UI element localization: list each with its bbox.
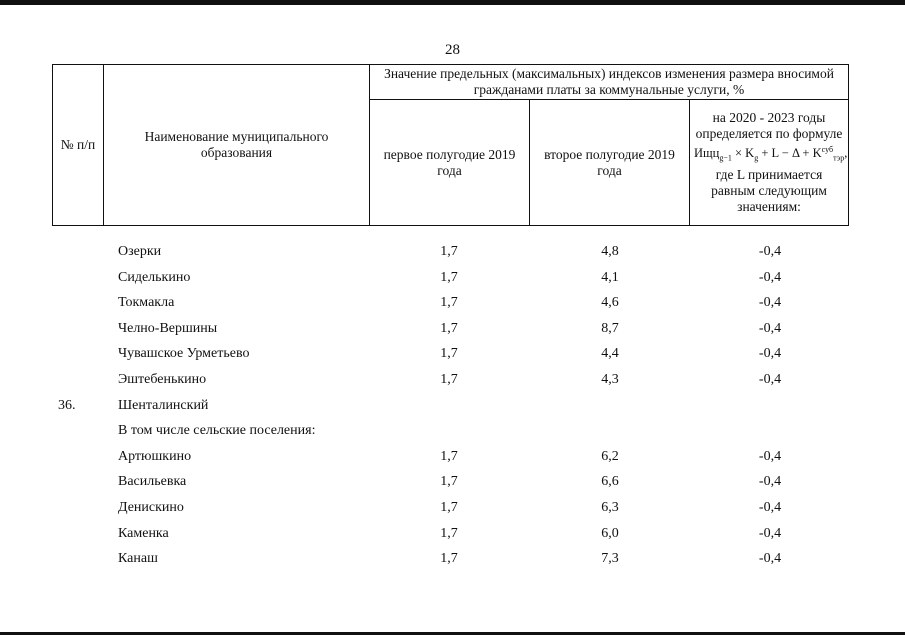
header-number-column: № п/п bbox=[53, 65, 104, 226]
row-number: 36. bbox=[58, 397, 76, 413]
table-row bbox=[52, 316, 849, 342]
municipality-name: Артюшкино bbox=[118, 448, 192, 464]
table-row bbox=[52, 265, 849, 291]
header-first-half-2019: первое полугодие 2019 года bbox=[370, 100, 530, 226]
value-l-2020-2023: -0,4 bbox=[758, 244, 782, 259]
header-2020-2023-note: где L принимается равным следующим значениям: bbox=[711, 166, 827, 214]
value-first-half-2019: 1,7 bbox=[440, 525, 458, 541]
value-l-2020-2023: -0,4 bbox=[758, 474, 782, 490]
value-second-half-2019: 7,3 bbox=[601, 551, 619, 567]
table-row bbox=[52, 239, 849, 265]
value-l-2020-2023: -0,4 bbox=[758, 346, 782, 362]
value-first-half-2019: 1,7 bbox=[440, 499, 458, 515]
value-second-half-2019: 4,3 bbox=[601, 371, 619, 387]
value-second-half-2019: 6,2 bbox=[601, 448, 619, 464]
table-row bbox=[52, 367, 849, 393]
value-first-half-2019: 1,7 bbox=[440, 320, 458, 336]
value-second-half-2019: 4,4 bbox=[601, 346, 619, 362]
table-body bbox=[52, 239, 849, 572]
municipality-name: Эштебенькино bbox=[118, 371, 207, 387]
table-row bbox=[52, 418, 849, 444]
value-first-half-2019: 1,7 bbox=[440, 269, 458, 285]
municipality-name: В том числе сельские поселения: bbox=[118, 423, 316, 439]
value-first-half-2019: 1,7 bbox=[440, 551, 458, 567]
municipality-name: Канаш bbox=[118, 551, 158, 567]
header-name-column: Наименование муниципального образования bbox=[104, 65, 370, 226]
table-header bbox=[52, 64, 849, 226]
table-row bbox=[52, 444, 849, 470]
municipality-name: Шенталинский bbox=[118, 397, 209, 413]
value-first-half-2019: 1,7 bbox=[440, 474, 458, 490]
value-first-half-2019: 1,7 bbox=[440, 346, 458, 362]
value-first-half-2019: 1,7 bbox=[440, 448, 458, 464]
table-row bbox=[52, 469, 849, 495]
municipality-name: Челно-Вершины bbox=[118, 320, 218, 336]
header-2020-2023 bbox=[690, 100, 849, 226]
value-l-2020-2023: -0,4 bbox=[758, 269, 782, 285]
value-second-half-2019: 6,6 bbox=[601, 474, 619, 490]
bottom-rule bbox=[0, 632, 905, 635]
value-second-half-2019: 6,3 bbox=[601, 499, 619, 515]
value-l-2020-2023: -0,4 bbox=[758, 525, 782, 541]
index-formula: $Ищц_{g-1} \times K_g + L - \Delta + K^{суб}_{тэр}$, bbox=[694, 145, 848, 163]
top-rule bbox=[0, 0, 905, 5]
table-row bbox=[52, 290, 849, 316]
value-second-half-2019: 4,8 bbox=[601, 244, 619, 259]
municipality-name: Васильевка bbox=[118, 474, 187, 490]
value-l-2020-2023: -0,4 bbox=[758, 499, 782, 515]
value-first-half-2019: 1,7 bbox=[440, 244, 458, 259]
header-second-half-2019: второе полугодие 2019 года bbox=[530, 100, 690, 226]
municipality-name: Денискино bbox=[118, 499, 184, 515]
value-l-2020-2023: -0,4 bbox=[758, 295, 782, 311]
value-l-2020-2023: -0,4 bbox=[758, 448, 782, 464]
header-group-title: Значение предельных (максимальных) индексов изменения размера вносимой гражданами платы за коммунальные услуги, % bbox=[370, 65, 849, 100]
table-row bbox=[52, 393, 849, 419]
value-second-half-2019: 4,1 bbox=[601, 269, 619, 285]
value-first-half-2019: 1,7 bbox=[440, 371, 458, 387]
value-l-2020-2023: -0,4 bbox=[758, 551, 782, 567]
page-number: 28 bbox=[445, 42, 460, 58]
value-first-half-2019: 1,7 bbox=[440, 295, 458, 311]
header-2020-2023-intro: на 2020 - 2023 годы определяется по формуле bbox=[695, 110, 843, 142]
table-row bbox=[52, 546, 849, 572]
table-row bbox=[52, 521, 849, 547]
value-second-half-2019: 8,7 bbox=[601, 320, 619, 336]
municipality-name: Каменка bbox=[118, 525, 169, 541]
municipality-name: Сиделькино bbox=[118, 269, 191, 285]
municipality-name: Озерки bbox=[118, 244, 162, 259]
table-row bbox=[52, 495, 849, 521]
value-second-half-2019: 4,6 bbox=[601, 295, 619, 311]
municipality-name: Чувашское Урметьево bbox=[118, 346, 250, 362]
municipality-name: Токмакла bbox=[118, 295, 175, 311]
table-row bbox=[52, 341, 849, 367]
value-second-half-2019: 6,0 bbox=[601, 525, 619, 541]
value-l-2020-2023: -0,4 bbox=[758, 320, 782, 336]
value-l-2020-2023: -0,4 bbox=[758, 371, 782, 387]
